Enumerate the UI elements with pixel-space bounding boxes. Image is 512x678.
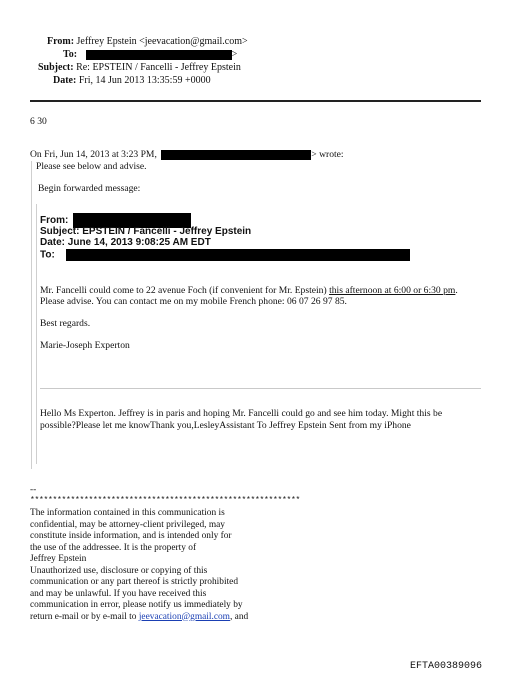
quote-line-1: Please see below and advise. [36,161,147,172]
header-subject [38,62,241,74]
from-label: From: [47,36,75,47]
to-suffix: > [231,49,238,60]
disclaimer-line: Unauthorized use, disclosure or copying of this [30,565,208,576]
footer-stars: ************************************************************ [30,496,301,505]
disclaimer-text: return e-mail or by e-mail to [30,611,139,622]
disclaimer-line: the use of the addressee. It is the property of [30,542,197,553]
email-link[interactable]: jeevacation@gmail.com [138,611,230,622]
disclaimer-line: and may be unlawful. If you have received this [30,588,207,599]
document-id: EFTA00389096 [410,661,483,672]
quote-bar-outer [31,161,32,469]
forward-date: Date: June 14, 2013 9:08:25 AM EDT [40,237,211,248]
assistant-line-2: possible?Please let me knowThank you,LesleyAssistant To Jeffrey Epstein Sent from my iPhone [40,420,411,431]
assistant-line-1: Hello Ms Experton. Jeffrey is in paris and hoping Mr. Fancelli could go and see him today. Might this be [40,408,443,419]
quote-bar-inner [36,204,37,464]
header-date [53,75,211,87]
subject-value: Re: EPSTEIN / Fancelli - Jeffrey Epstein [76,62,241,73]
from-value: Jeffrey Epstein <jeevacation@gmail.com> [76,36,248,47]
disclaimer-line: communication or any part thereof is strictly prohibited [30,577,239,587]
quote-intro-prefix: On Fri, Jun 14, 2013 at 3:23 PM, [30,149,157,160]
to-label: To: [63,49,78,60]
disclaimer-line: communication in error, please notify us immediately by [30,600,243,610]
quote-line-2: Begin forwarded message: [38,183,141,194]
disclaimer-text: , and [229,611,249,622]
redaction-bar [66,249,410,261]
disclaimer-last-line [30,612,248,624]
disclaimer-line: constitute inside information, and is intended only for [30,531,232,541]
message-regards: Best regards. [40,318,91,329]
quote-intro [30,149,344,161]
header-divider [30,100,481,102]
quote-intro-suffix: > wrote: [311,149,344,160]
date-value: Fri, 14 Jun 2013 13:35:59 +0000 [78,75,211,86]
message-paragraph-1-line-2: Please advise. You can contact me on my mobile French phone: 06 07 26 97 85. [40,296,347,307]
footer-dashes: -- [30,485,37,495]
redaction-bar [86,50,232,60]
message-signature: Marie-Joseph Experton [40,340,130,351]
disclaimer [30,508,248,623]
date-label: Date: [53,75,77,86]
disclaimer-line: confidential, may be attorney-client privileged, may [30,519,225,530]
forward-to-label: To: [40,249,55,261]
reply-text: 6 30 [30,116,47,127]
disclaimer-line: Jeffrey Epstein [30,554,87,564]
header-to [63,49,237,61]
message-text: . [455,285,458,296]
redaction-bar [161,150,311,160]
message-highlight-link[interactable]: this afternoon at 6:00 or 6:30 pm [329,285,456,296]
disclaimer-line: The information contained in this communication is [30,508,225,518]
header-from [47,36,248,48]
subject-label: Subject: [38,62,74,73]
forward-subject: Subject: EPSTEIN / Fancelli - Jeffrey Epstein [40,226,252,237]
message-divider [40,388,481,389]
message-text: Mr. Fancelli could come to 22 avenue Foch (if convenient for Mr. Epstein) [40,285,330,296]
forward-to [40,249,410,262]
forward-from-label: From: [40,215,69,227]
